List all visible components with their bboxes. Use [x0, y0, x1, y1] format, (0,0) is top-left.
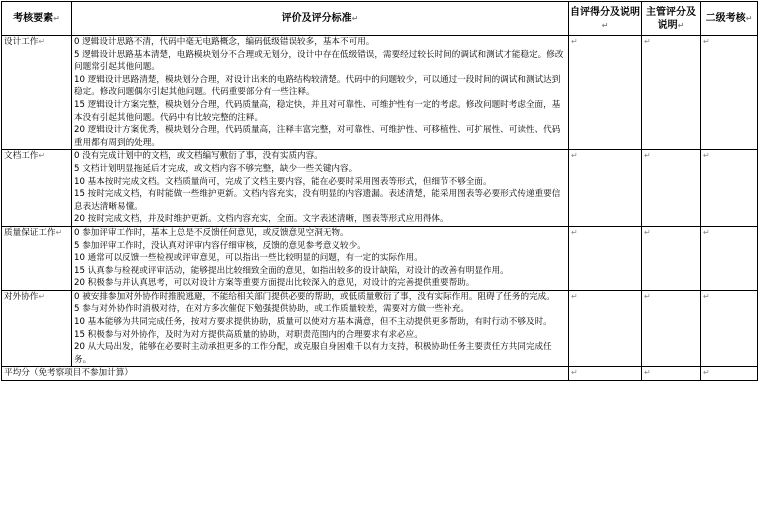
criteria-quality	[72, 226, 569, 290]
self-score-design[interactable]: ↵	[569, 36, 642, 150]
row-design	[2, 36, 758, 150]
self-score-document[interactable]: ↵	[569, 150, 642, 227]
criteria-design	[72, 36, 569, 150]
criteria-cooperation	[72, 290, 569, 367]
criteria-line: 0 参加评审工作时，基本上总是不反馈任何意见，或反馈意见空洞无物。	[74, 227, 349, 238]
second-score-cooperation[interactable]: ↵	[701, 290, 758, 367]
header-criteria: 评价及评分标准↵	[72, 2, 569, 36]
row-average	[2, 367, 758, 381]
header-second-level: 二级考核↵	[701, 2, 758, 36]
criteria-line: 10 基本能够为共同完成任务，按对方要求提供协助，质量可以使对方基本满意，但不主动提供更多帮助，有时行动不够及时。	[74, 317, 552, 328]
manager-score-design[interactable]: ↵	[642, 36, 701, 150]
self-score-quality[interactable]: ↵	[569, 226, 642, 290]
criteria-line: 0 逻辑设计思路不清，代码中毫无电路概念，编码低级错误较多，基本不可用。	[74, 37, 375, 47]
header-factor: 考核要素↵	[2, 2, 72, 36]
criteria-line: 5 文档计划明显拖延后才完成，或文档内容不够完整，缺少一些关键内容。	[74, 163, 358, 174]
second-score-design[interactable]: ↵	[701, 36, 758, 150]
factor-design: 设计工作↵	[2, 36, 72, 150]
criteria-line: 5 逻辑设计思路基本清楚，电路模块划分不合理或无划分，设计中存在低级错误，需要经过较长时间的调试和测试才能稳定。修改问题常引起其他问题。	[74, 49, 564, 73]
criteria-line: 10 逻辑设计思路清楚，模块划分合理，对设计出来的电路结构较清楚。代码中的问题较少，可以通过一段时间的调试和测试达到稳定。修改问题偶尔引起其他问题。代码重要部分有一些注释。	[74, 74, 561, 98]
average-label: 平均分（免考察项目不参加计算）	[2, 367, 569, 381]
criteria-line: 10 基本按时完成文档。文档质量尚可，完成了文档主要内容，能在必要时采用图表等形式，但细节不够全面。	[74, 176, 492, 187]
factor-quality: 质量保证工作↵	[2, 226, 72, 290]
self-score-cooperation[interactable]: ↵	[569, 290, 642, 367]
row-document	[2, 150, 758, 227]
second-average[interactable]: ↵	[701, 367, 758, 381]
header-manager-score: 主管评分及说明↵	[642, 2, 701, 36]
self-average[interactable]: ↵	[569, 367, 642, 381]
factor-document: 文档工作↵	[2, 150, 72, 227]
header-row	[2, 2, 758, 36]
criteria-document	[72, 150, 569, 227]
second-score-quality[interactable]: ↵	[701, 226, 758, 290]
criteria-line: 10 通常可以反馈一些检视或评审意见，可以指出一些比较明显的问题，有一定的实际作用。	[74, 253, 423, 264]
row-cooperation	[2, 290, 758, 367]
evaluation-table	[1, 1, 758, 381]
criteria-line: 20 积极参与并认真思考，可以对设计方案等重要方面提出比较深入的意见，对设计的完善提供重要帮助。	[74, 278, 475, 289]
header-self-score: 自评得分及说明↵	[569, 2, 642, 36]
criteria-line: 20 从大局出发，能够在必要时主动承担更多的工作分配，或克服自身困难千以有力支持，积极协助任务主要责任方共同完成任务。	[74, 342, 552, 365]
criteria-line: 5 参加评审工作时，没认真对评审内容仔细审核，反馈的意见参考意义较少。	[74, 240, 366, 251]
criteria-line: 5 参与对外协作时消极对待，在对方多次催促下勉强提供协助，或工作质量较差，需要对方做一些补充。	[74, 304, 469, 315]
second-score-document[interactable]: ↵	[701, 150, 758, 227]
manager-score-cooperation[interactable]: ↵	[642, 290, 701, 367]
criteria-line: 15 积极参与对外协作，及时为对方提供高质量的协助，对职责范围内的合理要求有求必应。	[74, 329, 423, 340]
manager-score-quality[interactable]: ↵	[642, 226, 701, 290]
criteria-line: 15 逻辑设计方案完整，模块划分合理，代码质量高，稳定快，并且对可靠性、可维护性有一定的考虑。修改问题时考虑全面，基本没有引起其他问题。代码中有比较完整的注释。	[74, 99, 561, 123]
criteria-line: 20 按时完成文档，并及时维护更新。文档内容充实，全面。文字表述清晰，图表等形式应用得体。	[74, 214, 449, 225]
criteria-line: 0 没有完成计划中的文档，或文档编写敷衍了事，没有实质内容。	[74, 151, 323, 162]
manager-average[interactable]: ↵	[642, 367, 701, 381]
criteria-line: 20 逻辑设计方案优秀，模块划分合理，代码质量高，注释丰富完整，对可靠性、可维护性、可移植性、可扩展性、可读性、代码重用都有周到的处理。	[74, 125, 561, 148]
manager-score-document[interactable]: ↵	[642, 150, 701, 227]
criteria-line: 0 被安排参加对外协作时推脱逃避，不能给相关部门提供必要的帮助，或低质量敷衍了事，没有实际作用。阻碍了任务的完成。	[74, 291, 555, 302]
criteria-line: 15 按时完成文档，有时能做一些维护更新。文档内容充实，没有明显的内容遗漏。表述清楚，能采用图表等必要形式传递重要信息表达清晰易懂。	[74, 189, 561, 212]
criteria-line: 15 认真参与检视或评审活动，能够提出比较细致全面的意见，如指出较多的设计缺陷，对设计的改善有明显作用。	[74, 265, 509, 276]
factor-cooperation: 对外协作↵	[2, 290, 72, 367]
row-quality	[2, 226, 758, 290]
